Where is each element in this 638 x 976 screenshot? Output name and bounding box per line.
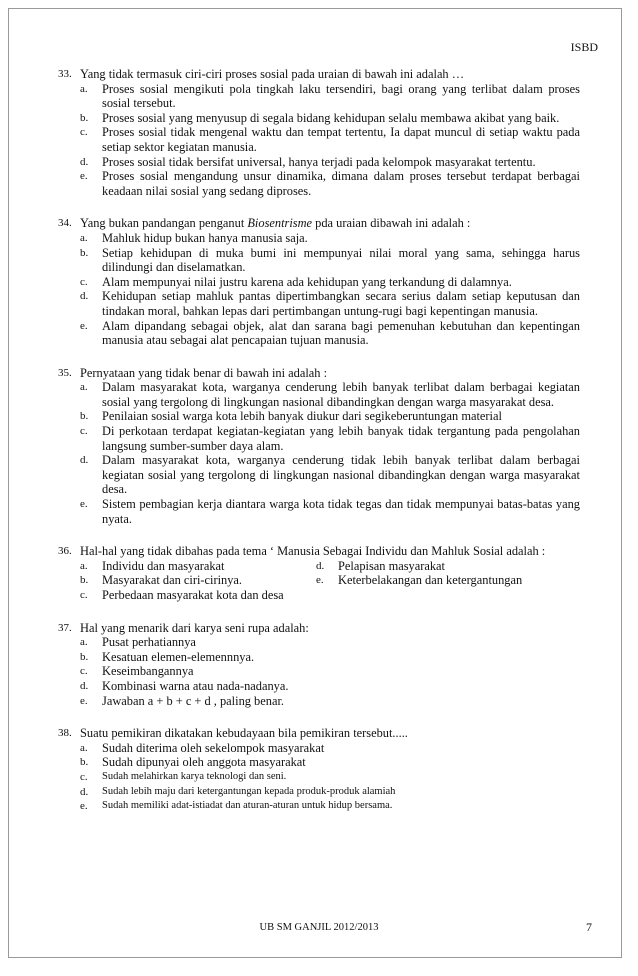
option-letter: b. [80, 410, 89, 423]
option-d [80, 155, 580, 170]
option-letter: c. [80, 275, 88, 288]
page-footer: UB SM GANJIL 2012/2013 [259, 922, 379, 933]
option-text: Dalam masyarakat kota, warganya cenderung tidak lebih banyak terlibat dalam berbagai kegiatan sosial yang tergolong di lingkungan nasional dibandingkan dengan warga masyarakat desa. [102, 453, 580, 497]
question-number: 34. [58, 217, 72, 230]
question-number: 35. [58, 366, 72, 379]
question-number: 33. [58, 68, 72, 80]
question-34 [58, 216, 580, 348]
option-text: Penilaian sosial warga kota lebih banyak diukur dari segikeberuntungan material [102, 409, 502, 424]
option-letter: e. [316, 574, 324, 587]
options-list [80, 380, 580, 526]
option-c [80, 424, 580, 453]
question-number: 36. [58, 545, 72, 558]
option-text: Proses sosial yang menyusup di segala bidang kehidupan selalu membawa akibat yang baik. [102, 110, 560, 125]
question-text: Hal-hal yang tidak dibahas pada tema ‘ Manusia Sebagai Individu dan Mahluk Sosial adalah : [80, 544, 546, 559]
option-b [80, 111, 580, 126]
question-list [58, 67, 580, 832]
options-list [80, 635, 580, 708]
option-e [80, 799, 580, 814]
options-list [80, 231, 580, 348]
option-text: Di perkotaan terdapat kegiatan-kegiatan yang lebih banyak tidak tergantung pada pengolahan langsung sumber-sumber daya alam. [102, 424, 580, 453]
option-text: Sistem pembagian kerja diantara warga kota tidak tegas dan tidak mempunyai batas-batas yang nyata. [102, 497, 580, 526]
option-letter: b. [80, 111, 89, 124]
option-letter: a. [80, 381, 88, 394]
options-list [80, 741, 580, 814]
option-d [80, 785, 580, 800]
option-d [316, 559, 580, 574]
option-text: Keseimbangannya [102, 664, 194, 679]
question-text-part: Yang bukan pandangan penganut [80, 216, 248, 231]
question-text-part: pda uraian dibawah ini adalah : [312, 216, 471, 231]
option-letter: e. [80, 800, 88, 813]
option-a [80, 82, 580, 111]
option-e [316, 573, 580, 588]
option-e [80, 497, 580, 526]
option-letter: c. [80, 425, 88, 438]
option-text: Kehidupan setiap mahluk pantas dipertimbangkan secara serius dalam setiap keputusan dan tindakan moral, bahkan lepas dari pertimbangan untung-rugi bagi kepentingan manusia. [102, 289, 580, 318]
option-b [80, 755, 580, 770]
option-e [80, 319, 580, 348]
option-letter: b. [80, 756, 89, 769]
question-text: Hal yang menarik dari karya seni rupa adalah: [80, 620, 309, 635]
option-letter: a. [80, 82, 88, 95]
option-text: Mahluk hidup bukan hanya manusia saja. [102, 230, 308, 245]
option-text: Proses sosial mengandung unsur dinamika, dimana dalam proses tersebut terdapat berbagai keadaan nilai sosial yang sedang diproses. [102, 169, 580, 198]
option-letter: d. [316, 559, 325, 572]
option-letter: a. [80, 231, 88, 244]
option-c [80, 664, 580, 679]
option-text: Masyarakat dan ciri-cirinya. [102, 573, 243, 588]
option-text: Keterbelakangan dan ketergantungan [338, 573, 523, 588]
option-letter: c. [80, 770, 88, 783]
option-text: Sudah diterima oleh sekelompok masyarakat [102, 740, 325, 755]
option-e [80, 694, 580, 709]
question-35 [58, 365, 580, 527]
question-text [80, 216, 580, 231]
option-text: Jawaban a + b + c + d , paling benar. [102, 693, 284, 708]
page-header: ISBD [570, 40, 598, 54]
question-36 [58, 544, 580, 602]
option-b [80, 573, 316, 588]
option-letter: e. [80, 498, 88, 511]
option-text: Proses sosial mengikuti pola tingkah laku tersendiri, bagi orang yang terlibat dalam proses sosial tersebut. [102, 81, 580, 111]
option-text: Sudah lebih maju dari ketergantungan kepada produk-produk alamiah [102, 785, 396, 797]
option-a [80, 741, 580, 756]
option-text: Sudah melahirkan karya teknologi dan seni. [102, 770, 287, 782]
question-text: Yang tidak termasuk ciri-ciri proses sosial pada uraian di bawah ini adalah … [80, 67, 465, 81]
option-letter: c. [80, 589, 88, 601]
option-text: Sudah memiliki adat-istiadat dan aturan-aturan untuk hidup bersama. [102, 800, 393, 812]
option-letter: c. [80, 665, 88, 678]
question-text: Suatu pemikiran dikatakan kebudayaan bila pemikiran tersebut..... [80, 726, 408, 741]
option-text: Kesatuan elemen-elemennnya. [102, 649, 255, 664]
option-letter: a. [80, 636, 88, 649]
option-text: Individu dan masyarakat [102, 558, 225, 573]
question-number: 38. [58, 727, 72, 740]
question-number: 37. [58, 621, 72, 634]
question-37 [58, 620, 580, 709]
option-b [80, 409, 580, 424]
option-letter: b. [80, 246, 89, 259]
question-text-italic: Biosentrisme [247, 216, 313, 231]
option-letter: d. [80, 785, 89, 798]
option-a [80, 231, 580, 246]
option-text: Pusat perhatiannya [102, 635, 196, 650]
option-a [80, 635, 580, 650]
option-a [80, 559, 316, 574]
option-text: Alam dipandang sebagai objek, alat dan sarana bagi pemenuhan kebutuhan dan kepentingan manusia atau sebagai alat pencapaian tujuan manusia. [102, 318, 580, 348]
option-a [80, 380, 580, 409]
option-text: Dalam masyarakat kota, warganya cenderung lebih banyak terlibat dalam berbagai kegiatan sosial yang tergolong di lingkungan nasional dibandingkan dengan warga masyarakat desa. [102, 380, 580, 409]
option-b [80, 650, 580, 665]
option-d [80, 453, 580, 497]
option-text: Proses sosial tidak mengenal waktu dan tempat tertentu, Ia dapat muncul di setiap waktu pada setiap sektor kegiatan manusia. [102, 125, 580, 154]
option-letter: b. [80, 650, 89, 663]
option-c [80, 275, 580, 290]
question-33 [58, 67, 580, 198]
option-letter: a. [80, 559, 88, 572]
option-c [80, 588, 316, 603]
option-text: Pelapisan masyarakat [338, 558, 446, 573]
question-38 [58, 726, 580, 814]
option-letter: d. [80, 155, 89, 168]
option-d [80, 289, 580, 318]
option-letter: e. [80, 319, 88, 332]
page-number: 7 [586, 920, 592, 934]
option-letter: d. [80, 290, 89, 303]
option-d [80, 679, 580, 694]
option-letter: b. [80, 574, 89, 587]
option-letter: e. [80, 170, 88, 183]
option-letter: d. [80, 679, 89, 692]
option-letter: a. [80, 741, 88, 754]
option-letter: d. [80, 454, 89, 467]
option-c [80, 770, 580, 785]
option-text: Kombinasi warna atau nada-nadanya. [102, 678, 289, 693]
option-text: Alam mempunyai nilai justru karena ada kehidupan yang terkandung di dalamnya. [102, 274, 512, 289]
option-text: Sudah dipunyai oleh anggota masyarakat [102, 755, 306, 770]
option-e [80, 169, 580, 198]
option-letter: c. [80, 126, 88, 139]
option-c [80, 125, 580, 154]
options-list [80, 82, 580, 199]
options-list [80, 559, 580, 603]
question-text: Pernyataan yang tidak benar di bawah ini adalah : [80, 365, 328, 380]
option-text: Perbedaan masyarakat kota dan desa [102, 588, 284, 602]
option-b [80, 246, 580, 275]
option-text: Proses sosial tidak bersifat universal, hanya terjadi pada kelompok masyarakat tertentu. [102, 154, 536, 169]
option-letter: e. [80, 694, 88, 707]
option-text: Setiap kehidupan di muka bumi ini mempunyai nilai moral yang sama, sehingga harus dilindungi dan diselamatkan. [102, 245, 580, 275]
